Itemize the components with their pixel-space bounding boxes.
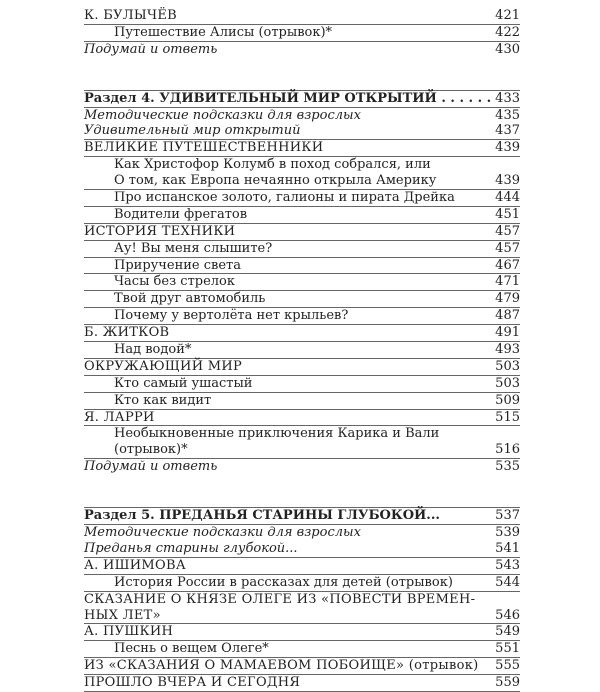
toc-entry[interactable] — [84, 459, 520, 475]
toc-entry-title: Кто самый ушастый — [114, 375, 253, 391]
toc-entry-title: Подумай и ответь — [84, 41, 218, 57]
toc-entry-page: 537 — [495, 508, 520, 524]
toc-entry-title: Твой друг автомобиль — [114, 291, 266, 307]
toc-entry-title: Над водой* — [114, 342, 192, 358]
toc-entry[interactable] — [84, 190, 520, 207]
toc-entry-page: 457 — [495, 240, 520, 256]
toc-entry-page: 444 — [495, 190, 520, 206]
toc-entry[interactable] — [84, 624, 520, 641]
toc-entry-title: ПРОШЛО ВЧЕРА И СЕГОДНЯ — [84, 675, 301, 691]
toc-entry[interactable] — [84, 393, 520, 410]
toc-entry-title: История России в рассказах для детей (отрывок) — [114, 574, 453, 590]
toc-entry-page: 467 — [495, 257, 520, 273]
toc-entry-page: 439 — [495, 140, 520, 156]
toc-entry[interactable] — [84, 376, 520, 393]
toc-entry-title: НЫХ ЛЕТ» — [84, 607, 161, 623]
toc-entry-title: Песнь о вещем Олеге* — [114, 641, 269, 657]
toc-entry[interactable] — [84, 258, 520, 275]
toc-entry-page: 451 — [495, 206, 520, 222]
toc-entry[interactable] — [84, 140, 520, 157]
toc-entry[interactable] — [84, 157, 520, 173]
toc-section — [84, 8, 520, 58]
toc-entry-title: А. ПУШКИН — [84, 624, 174, 640]
toc-entry[interactable] — [84, 173, 520, 190]
toc-entry[interactable] — [84, 8, 520, 25]
toc-entry[interactable] — [84, 241, 520, 258]
toc-entry[interactable] — [84, 442, 520, 459]
toc-entry[interactable] — [84, 541, 520, 558]
toc-entry-title: Подумай и ответь — [84, 459, 218, 475]
toc-entry-page: 437 — [495, 123, 520, 139]
toc-entry-page: 422 — [495, 24, 520, 40]
toc-entry-page: 493 — [495, 342, 520, 358]
toc-entry-page: 433 — [495, 90, 520, 106]
toc-entry[interactable] — [84, 359, 520, 376]
toc-entry-title: Водители фрегатов — [114, 206, 248, 222]
toc-entry[interactable] — [84, 291, 520, 308]
toc-entry[interactable] — [84, 525, 520, 541]
toc-entry-page: 457 — [495, 223, 520, 239]
toc-entry[interactable] — [84, 410, 520, 427]
toc-entry-title: Путешествие Алисы (отрывок)* — [114, 24, 333, 40]
toc-entry-page: 503 — [495, 358, 520, 374]
toc-entry[interactable] — [84, 274, 520, 291]
toc-entry-title: А. ИШИМОВА — [84, 557, 186, 573]
toc-entry-page: 471 — [495, 274, 520, 290]
toc-entry[interactable] — [84, 90, 520, 108]
toc-entry-title: Методические подсказки для взрослых — [84, 107, 361, 123]
toc-entry-title: (отрывок)* — [114, 442, 188, 458]
toc-entry-page: 546 — [495, 607, 520, 623]
toc-entry[interactable] — [84, 641, 520, 658]
toc-entry[interactable] — [84, 42, 520, 58]
toc-entry-page: 479 — [495, 291, 520, 307]
toc-entry[interactable] — [84, 658, 520, 675]
toc-entry-title: ИСТОРИЯ ТЕХНИКИ — [84, 223, 236, 239]
toc-entry-title: Почему у вертолёта нет крыльев? — [114, 308, 349, 324]
toc-entry-page: 491 — [495, 325, 520, 341]
toc-entry-title: Необыкновенные приключения Карика и Вали — [114, 426, 440, 442]
toc-entry[interactable] — [84, 608, 520, 625]
toc-entry-page: 430 — [495, 41, 520, 57]
toc-entry[interactable] — [84, 342, 520, 359]
toc-entry[interactable] — [84, 207, 520, 224]
toc-entry-page: 539 — [495, 525, 520, 541]
toc-entry[interactable] — [84, 325, 520, 342]
toc-entry-page: 509 — [495, 392, 520, 408]
toc-entry-title: Часы без стрелок — [114, 274, 235, 290]
toc-entry[interactable] — [84, 108, 520, 124]
toc-entry[interactable] — [84, 575, 520, 592]
toc-entry[interactable] — [84, 675, 520, 692]
toc-entry-page: 541 — [495, 540, 520, 556]
toc-entry-page: 544 — [495, 574, 520, 590]
toc-entry-page: 543 — [495, 557, 520, 573]
toc-entry-title: ВЕЛИКИЕ ПУТЕШЕСТВЕННИКИ — [84, 140, 324, 156]
toc-entry-title: Про испанское золото, галионы и пирата Дрейка — [114, 190, 455, 206]
toc-entry-title: К. БУЛЫЧЁВ — [84, 8, 178, 23]
toc-entry-title: Методические подсказки для взрослых — [84, 525, 361, 541]
toc-entry[interactable] — [84, 123, 520, 140]
toc-entry-title: Раздел 5. ПРЕДАНЬЯ СТАРИНЫ ГЛУБОКОЙ... — [84, 508, 440, 524]
toc-entry[interactable] — [84, 25, 520, 42]
toc-entry-title: Я. ЛАРРИ — [84, 409, 155, 425]
toc-section — [84, 90, 520, 475]
toc-entry-page: 559 — [495, 675, 520, 691]
table-of-contents — [84, 8, 520, 692]
toc-entry-page: 551 — [495, 641, 520, 657]
toc-entry-page: 421 — [495, 8, 520, 23]
toc-entry-page: 439 — [495, 173, 520, 189]
toc-entry-title: Как Христофор Колумб в поход собрался, или — [114, 157, 431, 173]
toc-entry[interactable] — [84, 558, 520, 575]
toc-entry-title: Удивительный мир открытий — [84, 123, 301, 139]
toc-entry[interactable] — [84, 224, 520, 241]
toc-entry-title: Преданья старины глубокой... — [84, 540, 298, 556]
toc-entry-title: СКАЗАНИЕ О КНЯЗЕ ОЛЕГЕ ИЗ «ПОВЕСТИ ВРЕМЕН- — [84, 591, 476, 607]
toc-entry-title: Б. ЖИТКОВ — [84, 325, 170, 341]
toc-entry-title: Ау! Вы меня слышите? — [114, 240, 273, 256]
section-gap — [84, 58, 520, 90]
toc-entry-title: Приручение света — [114, 257, 241, 273]
toc-entry-title: О том, как Европа нечаянно открыла Америку — [114, 173, 437, 189]
toc-entry-page: 549 — [495, 624, 520, 640]
toc-entry-title: Раздел 4. УДИВИТЕЛЬНЫЙ МИР ОТКРЫТИЙ . . . . . . — [84, 90, 492, 106]
toc-entry-page: 515 — [495, 409, 520, 425]
toc-entry-page: 516 — [495, 442, 520, 458]
section-gap — [84, 475, 520, 507]
toc-entry[interactable] — [84, 308, 520, 325]
toc-entry-title: ОКРУЖАЮЩИЙ МИР — [84, 358, 243, 374]
toc-entry[interactable] — [84, 426, 520, 442]
toc-entry-page: 555 — [495, 658, 520, 674]
toc-entry[interactable] — [84, 507, 520, 525]
toc-entry-title: ИЗ «СКАЗАНИЯ О МАМАЕВОМ ПОБОИЩЕ» (отрывок) — [84, 658, 479, 674]
toc-entry-page: 503 — [495, 375, 520, 391]
toc-entry-page: 435 — [495, 107, 520, 123]
toc-entry-page: 535 — [495, 459, 520, 475]
toc-entry-title: Кто как видит — [114, 392, 212, 408]
toc-entry-page: 487 — [495, 308, 520, 324]
